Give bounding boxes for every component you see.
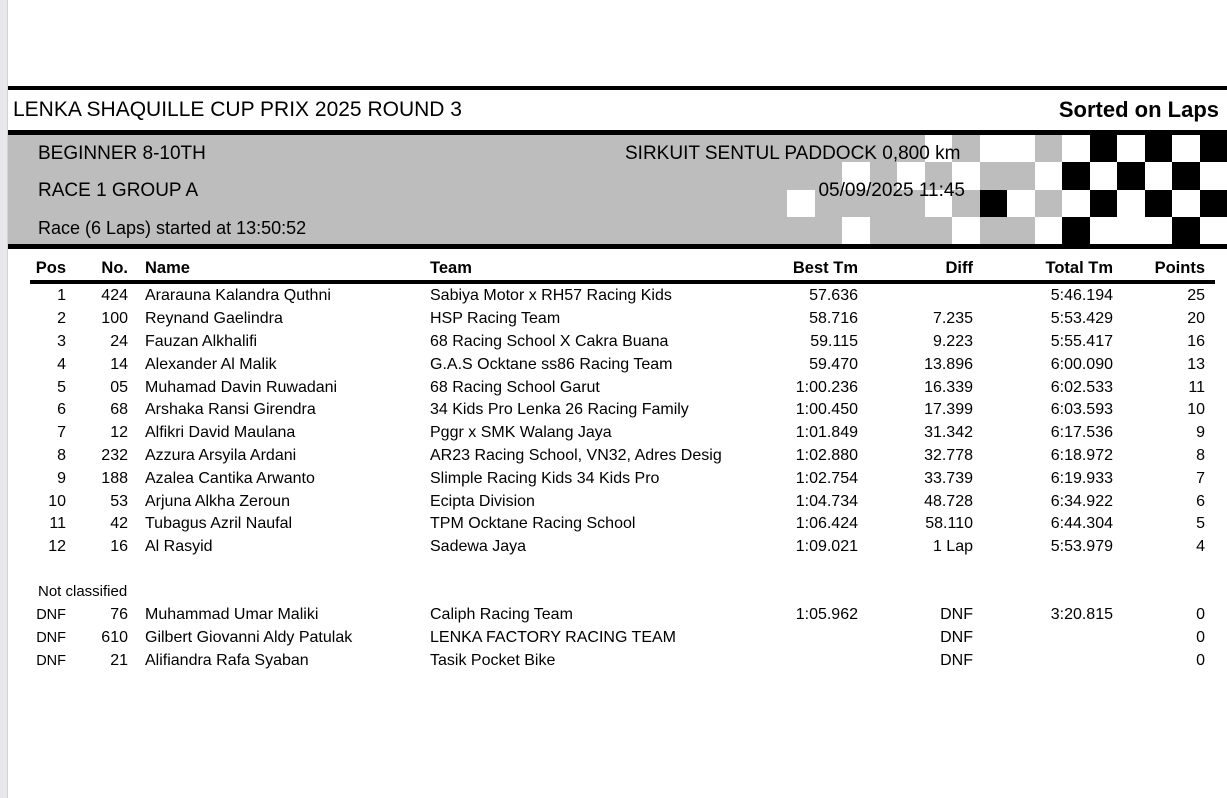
results-body — [8, 285, 1227, 559]
result-row — [8, 331, 1227, 354]
cell-team: Caliph Racing Team — [430, 606, 573, 624]
cell-no: 16 — [110, 538, 128, 556]
cell-team: Tasik Pocket Bike — [430, 652, 556, 670]
cell-diff: 32.778 — [924, 446, 973, 464]
info-line-1 — [8, 143, 1227, 167]
cell-best: 1:04.734 — [795, 492, 858, 510]
cell-team: TPM Ocktane Racing School — [430, 515, 636, 533]
cell-best: 1:02.880 — [795, 446, 858, 464]
cell-pos: 1 — [57, 287, 66, 305]
cell-no: 42 — [110, 515, 128, 533]
results-table — [8, 256, 1227, 673]
cell-diff: 16.339 — [924, 378, 973, 396]
column-header-pos: Pos — [35, 258, 66, 277]
column-header-team: Team — [430, 258, 472, 277]
cell-name: Gilbert Giovanni Aldy Patulak — [145, 629, 353, 647]
session-datetime: 05/09/2025 11:45 — [818, 180, 965, 201]
cell-name: Arjuna Alkha Zeroun — [145, 492, 290, 510]
column-header-no: No. — [101, 258, 128, 277]
cell-best: 59.470 — [809, 355, 858, 373]
not-classified-body — [8, 604, 1227, 673]
cell-best: 58.716 — [809, 310, 858, 328]
cell-pos: 10 — [48, 492, 66, 510]
cell-name: Ararauna Kalandra Quthni — [145, 287, 331, 305]
cell-diff: 7.235 — [932, 310, 973, 328]
cell-diff: 48.728 — [924, 492, 973, 510]
cell-name: Muhamad Davin Ruwadani — [145, 378, 338, 396]
cell-team: Sadewa Jaya — [430, 538, 527, 556]
cell-diff: 58.110 — [925, 515, 973, 533]
cell-name: Muhammad Umar Maliki — [145, 606, 319, 624]
cell-points: 5 — [1196, 515, 1205, 533]
cell-total: 6:17.536 — [1050, 424, 1113, 442]
cell-no: 12 — [110, 424, 128, 442]
cell-team: Pggr x SMK Walang Jaya — [430, 424, 612, 442]
cell-name: Azzura Arsyila Ardani — [145, 446, 297, 464]
cell-diff: DNF — [940, 629, 973, 647]
not-classified-label: Not classified — [38, 582, 128, 600]
result-row — [8, 445, 1227, 468]
results-header-row — [8, 256, 1227, 280]
column-header-best: Best Tm — [792, 258, 858, 277]
cell-best: 1:09.021 — [795, 538, 858, 556]
event-title: LENKA SHAQUILLE CUP PRIX 2025 ROUND 3 — [13, 98, 462, 121]
cell-pos: 9 — [57, 469, 66, 487]
cell-diff: 1 Lap — [932, 538, 973, 556]
cell-total: 6:03.593 — [1050, 401, 1113, 419]
cell-best: 1:05.962 — [795, 606, 858, 624]
cell-points: 0 — [1196, 652, 1205, 670]
cell-name: Tubagus Azril Naufal — [145, 515, 293, 533]
cell-diff: DNF — [940, 652, 973, 670]
race-label: RACE 1 GROUP A — [38, 180, 199, 201]
cell-total: 6:44.304 — [1050, 515, 1113, 533]
cell-name: Al Rasyid — [145, 538, 213, 556]
cell-no: 21 — [110, 652, 128, 670]
cell-best: 1:00.450 — [795, 401, 858, 419]
result-row — [8, 536, 1227, 559]
cell-points: 16 — [1187, 332, 1205, 350]
cell-best: 1:06.424 — [795, 515, 858, 533]
cell-total: 5:46.194 — [1050, 287, 1113, 305]
cell-team: Sabiya Motor x RH57 Racing Kids — [430, 287, 672, 305]
column-header-name: Name — [145, 258, 190, 277]
info-band — [8, 135, 1227, 249]
column-header-points: Points — [1154, 258, 1205, 277]
cell-name: Alifiandra Rafa Syaban — [145, 652, 309, 670]
cell-total: 6:18.972 — [1050, 446, 1113, 464]
cell-points: 13 — [1187, 355, 1205, 373]
cell-diff: 31.342 — [924, 424, 973, 442]
cell-diff: 17.399 — [924, 401, 973, 419]
result-row — [8, 376, 1227, 399]
result-row — [8, 422, 1227, 445]
cell-points: 8 — [1196, 446, 1205, 464]
not-classified-row — [8, 650, 1227, 673]
cell-no: 424 — [101, 287, 128, 305]
cell-team: Slimple Racing Kids 34 Kids Pro — [430, 469, 660, 487]
cell-team: 34 Kids Pro Lenka 26 Racing Family — [430, 401, 689, 419]
cell-best: 59.115 — [810, 332, 858, 350]
cell-points: 11 — [1188, 378, 1205, 396]
cell-diff: 33.739 — [924, 469, 973, 487]
cell-no: 53 — [110, 492, 128, 510]
cell-pos: 7 — [57, 424, 66, 442]
cell-best: 57.636 — [809, 287, 858, 305]
result-row — [8, 490, 1227, 513]
cell-points: 10 — [1187, 401, 1205, 419]
info-line-3 — [8, 218, 1227, 242]
cell-points: 6 — [1196, 492, 1205, 510]
result-row — [8, 399, 1227, 422]
sort-order-label: Sorted on Laps — [1058, 97, 1219, 122]
result-row — [8, 308, 1227, 331]
cell-team: 68 Racing School Garut — [430, 378, 600, 396]
cell-name: Reynand Gaelindra — [145, 310, 283, 328]
cell-pos: 3 — [57, 332, 66, 350]
cell-no: 188 — [101, 469, 128, 487]
cell-points: 4 — [1196, 538, 1205, 556]
header-rule — [30, 280, 1215, 284]
cell-total: 6:00.090 — [1050, 355, 1113, 373]
cell-pos: DNF — [36, 653, 66, 670]
cell-points: 9 — [1196, 424, 1205, 442]
circuit-label: SIRKUIT SENTUL PADDOCK 0,800 km — [625, 143, 961, 164]
cell-total: 5:53.979 — [1050, 538, 1113, 556]
not-classified-row — [8, 627, 1227, 650]
cell-points: 7 — [1196, 469, 1205, 487]
cell-points: 0 — [1196, 606, 1205, 624]
cell-name: Arshaka Ransi Girendra — [145, 401, 316, 419]
cell-no: 24 — [110, 332, 128, 350]
cell-pos: 11 — [49, 515, 66, 533]
cell-total: 6:34.922 — [1050, 492, 1113, 510]
cell-name: Azalea Cantika Arwanto — [145, 469, 315, 487]
cell-no: 100 — [101, 310, 128, 328]
cell-no: 610 — [101, 629, 128, 647]
result-row — [8, 285, 1227, 308]
column-header-total: Total Tm — [1045, 258, 1113, 277]
cell-best: 1:00.236 — [795, 378, 858, 396]
cell-team: HSP Racing Team — [430, 310, 561, 328]
cell-best: 1:02.754 — [795, 469, 858, 487]
result-row — [8, 467, 1227, 490]
cell-no: 14 — [110, 355, 128, 373]
cell-pos: DNF — [36, 607, 66, 624]
cell-pos: 5 — [57, 378, 66, 396]
cell-total: 3:20.815 — [1050, 606, 1113, 624]
cell-team: 68 Racing School X Cakra Buana — [430, 332, 669, 350]
race-start-note: Race (6 Laps) started at 13:50:52 — [38, 218, 307, 238]
cell-points: 25 — [1187, 287, 1205, 305]
class-label: BEGINNER 8-10TH — [38, 143, 206, 164]
cell-total: 6:19.933 — [1050, 469, 1113, 487]
cell-pos: 8 — [57, 446, 66, 464]
cell-no: 76 — [110, 606, 128, 624]
cell-no: 68 — [110, 401, 128, 419]
cell-team: LENKA FACTORY RACING TEAM — [430, 629, 676, 647]
cell-points: 0 — [1196, 629, 1205, 647]
cell-total: 5:53.429 — [1050, 310, 1113, 328]
cell-total: 5:55.417 — [1050, 332, 1113, 350]
page-edge-strip — [0, 0, 8, 798]
cell-diff: 9.223 — [932, 332, 973, 350]
info-line-2 — [8, 180, 1227, 204]
cell-pos: 12 — [48, 538, 66, 556]
cell-diff: DNF — [940, 606, 973, 624]
cell-no: 232 — [101, 446, 128, 464]
cell-team: G.A.S Ocktane ss86 Racing Team — [430, 355, 673, 373]
cell-name: Alfikri David Maulana — [145, 424, 296, 442]
result-row — [8, 353, 1227, 376]
title-band — [8, 86, 1227, 135]
cell-no: 05 — [110, 378, 128, 396]
cell-total: 6:02.533 — [1050, 378, 1113, 396]
result-row — [8, 513, 1227, 536]
column-header-diff: Diff — [945, 258, 973, 277]
cell-diff: 13.896 — [924, 355, 973, 373]
cell-pos: 6 — [57, 401, 66, 419]
cell-pos: 2 — [57, 310, 66, 328]
cell-team: AR23 Racing School, VN32, Adres Desig — [430, 446, 722, 464]
cell-team: Ecipta Division — [430, 492, 535, 510]
cell-best: 1:01.849 — [795, 424, 858, 442]
cell-points: 20 — [1187, 310, 1205, 328]
cell-pos: 4 — [57, 355, 66, 373]
cell-pos: DNF — [36, 630, 66, 647]
cell-name: Fauzan Alkhalifi — [145, 332, 258, 350]
cell-name: Alexander Al Malik — [145, 355, 277, 373]
not-classified-row — [8, 604, 1227, 627]
